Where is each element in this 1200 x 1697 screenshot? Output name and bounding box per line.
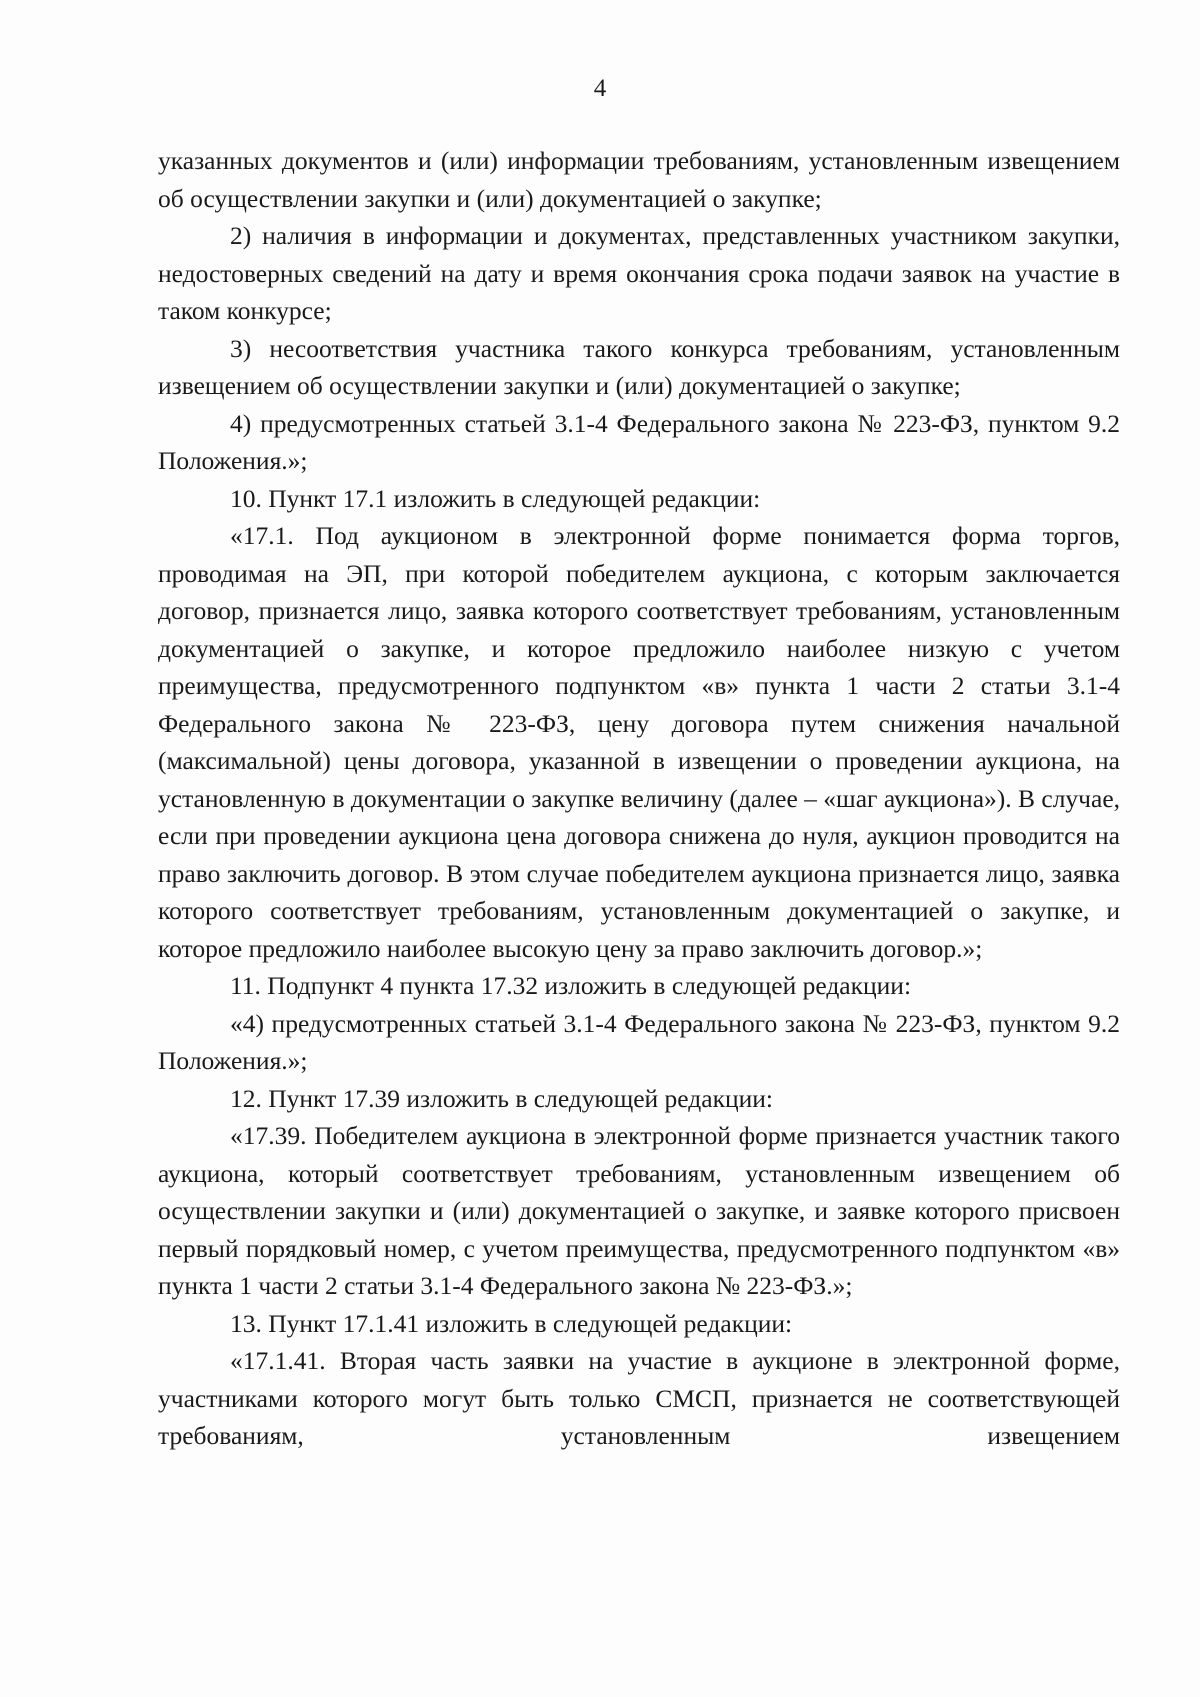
paragraph-item-2: 2) наличия в информации и документах, представленных участником закупки, недостоверных сведений на дату и время окончания срока подачи заявок на участие в таком конкурсе; <box>158 221 1120 325</box>
paragraph-clause-17-32-4: «4) предусмотренных статьей 3.1-4 Федерального закона № 223-ФЗ, пунктом 9.2 Положения.»; <box>158 1008 1120 1075</box>
paragraph-amendment-13: 13. Пункт 17.1.41 изложить в следующей редакции: <box>230 1308 793 1338</box>
paragraph-amendment-10: 10. Пункт 17.1 изложить в следующей редакции: <box>230 483 761 513</box>
paragraph-item-3: 3) несоответствия участника такого конкурса требованиям, установленным извещением об осуществлении закупки и (или) документацией о закупке; <box>158 333 1120 400</box>
paragraph-clause-17-1: «17.1. Под аукционом в электронной форме понимается форма торгов, проводимая на ЭП, при которой победителем аукциона, с которым заключается договор, признается лицо, заявка которого соответствует требованиям, установленным документацией о закупке, и которое предложило наиболее низкую с учетом преимущества, предусмотренного подпунктом «в» пункта 1 части 2 статьи 3.1-4 Федерального закона № 223-ФЗ, цену договора путем снижения начальной (максимальной) цены договора, указанной в извещении о проведении аукциона, на установленную в документации о закупке величину (далее – «шаг аукциона»). В случае, если при проведении аукциона цена договора снижена до нуля, аукцион проводится на право заключить договор. В этом случае победителем аукциона признается лицо, заявка которого соответствует требованиям, установленным документацией о закупке, и которое предложило наиболее высокую цену за право заключить договор.»; <box>158 521 1121 963</box>
paragraph-amendment-12: 12. Пункт 17.39 изложить в следующей редакции: <box>230 1083 773 1113</box>
paragraph-item-4: 4) предусмотренных статьей 3.1-4 Федерального закона № 223-ФЗ, пунктом 9.2 Положения.»; <box>158 408 1120 475</box>
paragraph-clause-17-39: «17.39. Победителем аукциона в электронной форме признается участник такого аукциона, который соответствует требованиям, установленным извещением об осуществлении закупки и (или) документацией о закупке, и заявке которого присвоен первый порядковый номер, с учетом преимущества, предусмотренного подпунктом «в» пункта 1 части 2 статьи 3.1-4 Федерального закона № 223-ФЗ.»; <box>158 1121 1120 1300</box>
page-number: 4 <box>593 75 607 102</box>
paragraph-continuation: указанных документов и (или) информации требованиям, установленным извещением об осуществлении закупки и (или) документацией о закупке; <box>158 146 1120 213</box>
paragraph-amendment-11: 11. Подпункт 4 пункта 17.32 изложить в следующей редакции: <box>230 971 912 1000</box>
paragraph-clause-17-1-41: «17.1.41. Вторая часть заявки на участие в аукционе в электронной форме, участниками которого могут быть только СМСП, признается не соответствующей требованиям, установленным извещением <box>158 1346 1120 1450</box>
document-body <box>158 142 1120 1455</box>
